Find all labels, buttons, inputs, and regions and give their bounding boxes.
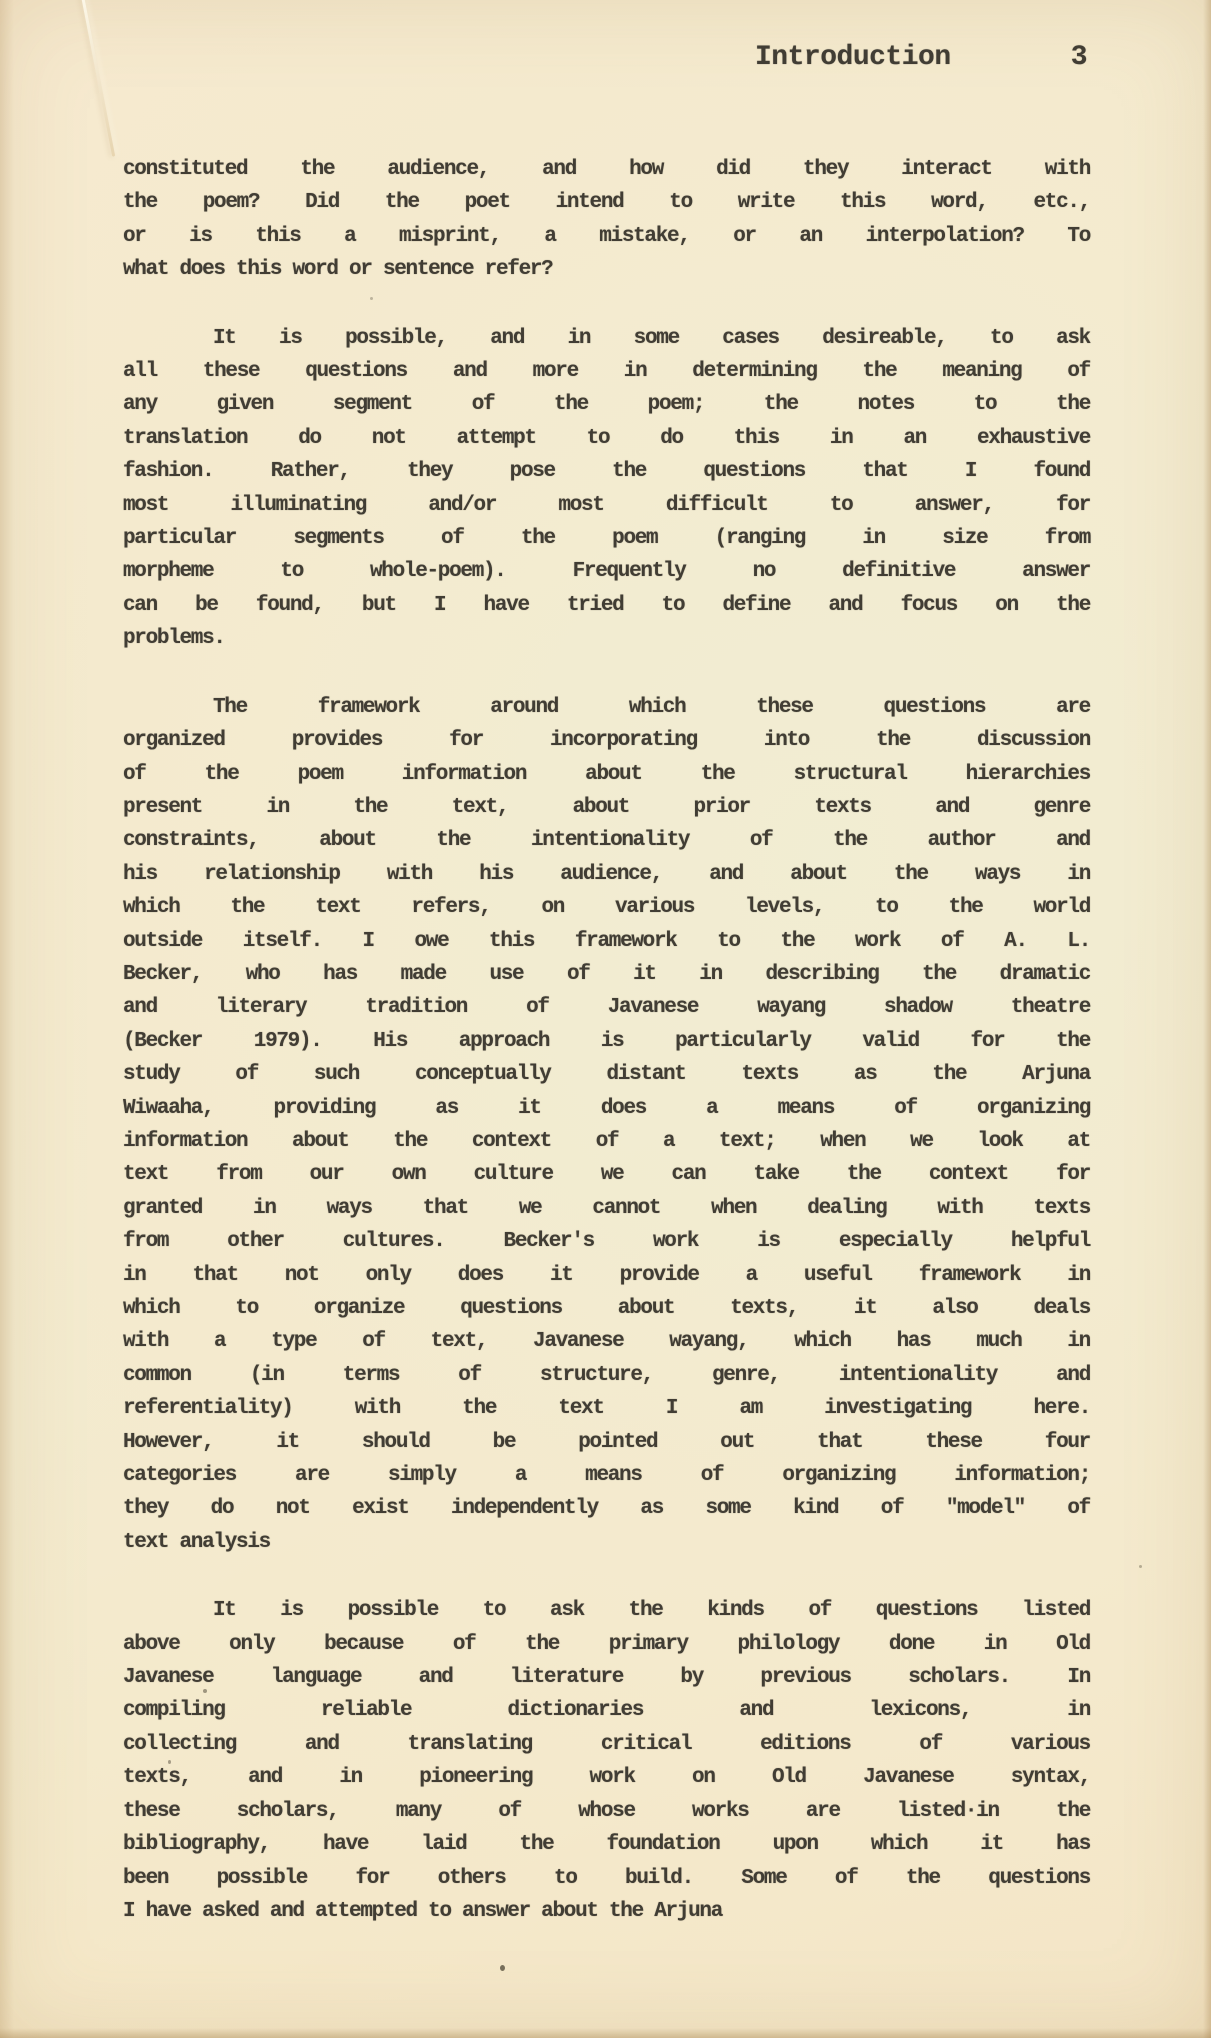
text-line: translation do not attempt to do this in an exhaustive	[123, 426, 1090, 450]
text-line: problems.	[123, 627, 225, 651]
text-line: present in the text, about prior texts and genre	[123, 795, 1090, 819]
text-line: from other cultures. Becker's work is especially helpful	[123, 1230, 1090, 1254]
text-line: referentiality) with the text I am investigating here.	[123, 1397, 1090, 1421]
paper-speck	[1139, 1565, 1142, 1568]
text-line: common (in terms of structure, genre, intentionality and	[123, 1363, 1090, 1387]
text-line: Javanese language and literature by previous scholars. In	[123, 1666, 1090, 1690]
text-line: text analysis	[123, 1530, 270, 1554]
text-line: (Becker 1979). His approach is particularly valid for the	[123, 1029, 1090, 1053]
text-line: with a type of text, Javanese wayang, which has much in	[123, 1330, 1090, 1354]
text-line: However, it should be pointed out that these four	[123, 1430, 1090, 1454]
text-line: most illuminating and/or most difficult to answer, for	[123, 493, 1090, 517]
text-line: constituted the audience, and how did they interact with	[123, 158, 1090, 181]
text-line: any given segment of the poem; the notes to the	[123, 393, 1090, 417]
text-line: The framework around which these questions are	[213, 695, 1090, 719]
text-line: constraints, about the intentionality of the author and	[123, 829, 1090, 853]
text-line: text from our own culture we can take the context for	[123, 1163, 1090, 1187]
paragraph	[123, 1594, 1090, 1928]
text-line: It is possible, and in some cases desireable, to ask	[213, 326, 1090, 350]
text-line: what does this word or sentence refer?	[123, 258, 553, 282]
text-line: study of such conceptually distant texts as the Arjuna	[123, 1063, 1090, 1087]
text-line: It is possible to ask the kinds of questions listed	[213, 1599, 1090, 1623]
text-line: his relationship with his audience, and about the ways in	[123, 862, 1090, 886]
paragraph	[123, 322, 1090, 656]
text-line: granted in ways that we cannot when dealing with texts	[123, 1196, 1090, 1220]
text-line: outside itself. I owe this framework to the work of A. L.	[123, 929, 1090, 953]
text-line: the poem? Did the poet intend to write this word, etc.,	[123, 191, 1090, 215]
text-line: which to organize questions about texts, it also deals	[123, 1297, 1090, 1320]
text-line: these scholars, many of whose works are listed·in the	[123, 1799, 1090, 1823]
text-line: can be found, but I have tried to define and focus on the	[123, 593, 1090, 617]
text-line: organized provides for incorporating into the discussion	[123, 729, 1090, 753]
text-line: compiling reliable dictionaries and lexicons, in	[123, 1699, 1090, 1723]
text-line: Becker, who has made use of it in describing the dramatic	[123, 962, 1090, 986]
running-head	[755, 40, 1087, 76]
paper-speck	[500, 1965, 505, 1971]
text-line: in that not only does it provide a useful framework in	[123, 1263, 1090, 1287]
text-line: bibliography, have laid the foundation upon which it has	[123, 1833, 1090, 1857]
page-number: 3	[1070, 42, 1087, 73]
text-line: information about the context of a text; when we look at	[123, 1129, 1090, 1153]
text-line: above only because of the primary philology done in Old	[123, 1632, 1090, 1656]
text-line: or is this a misprint, a mistake, or an interpolation? To	[123, 224, 1090, 248]
text-line: they do not exist independently as some kind of "model" of	[123, 1497, 1090, 1521]
text-line: and literary tradition of Javanese wayang shadow theatre	[123, 996, 1090, 1020]
text-line: morpheme to whole-poem). Frequently no definitive answer	[123, 560, 1090, 584]
text-line: categories are simply a means of organizing information;	[123, 1464, 1090, 1488]
text-line: I have asked and attempted to answer about the Arjuna	[123, 1899, 723, 1923]
chapter-title: Introduction	[755, 42, 951, 73]
text-line: fashion. Rather, they pose the questions that I found	[123, 460, 1090, 484]
text-line: all these questions and more in determining the meaning of	[123, 360, 1090, 384]
text-line: been possible for others to build. Some of the questions	[123, 1866, 1090, 1890]
paragraph	[123, 691, 1090, 1560]
paper-crease	[80, 0, 115, 157]
paper-edge-left	[0, 0, 14, 2038]
text-line: texts, and in pioneering work on Old Javanese syntax,	[123, 1766, 1090, 1790]
paragraph	[123, 153, 1090, 287]
text-block	[123, 153, 1090, 1928]
text-line: collecting and translating critical editions of various	[123, 1732, 1090, 1756]
paper-edge-bottom	[0, 2028, 1211, 2038]
text-line: of the poem information about the structural hierarchies	[123, 762, 1090, 786]
text-line: particular segments of the poem (ranging in size from	[123, 527, 1090, 551]
text-line: Wiwaaha, providing as it does a means of organizing	[123, 1096, 1090, 1120]
text-line: which the text refers, on various levels, to the world	[123, 896, 1090, 920]
paper-edge-right	[1203, 0, 1211, 2038]
